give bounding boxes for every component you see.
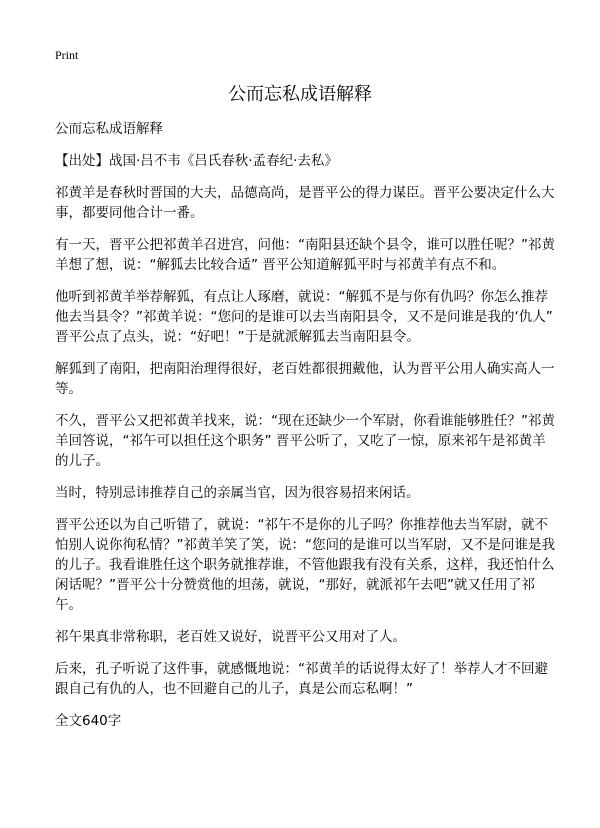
- paragraph-8: 祁午果真非常称职，老百姓又说好，说晋平公又用对了人。: [55, 629, 406, 645]
- word-count: 全文640字: [55, 713, 122, 729]
- paragraph-2: 有一天，晋平公把祁黄羊召进宫，问他：“南阳县还缺个县令，谁可以胜任呢？”祁黄羊想了想，说：“解狐去比较合适” 晋平公知道解狐平时与祁黄羊有点不和。: [55, 237, 555, 273]
- paragraph-6: 当时，特别忌讳推荐自己的亲属当官，因为很容易招来闲话。: [55, 485, 420, 501]
- page-title: 公而忘私成语解释: [228, 84, 372, 105]
- paragraph-9: 后来，孔子听说了这件事，就感慨地说：“祁黄羊的话说得太好了！举荐人才不回避跟自己有仇的人，也不回避自己的儿子，真是公而忘私啊！”: [55, 661, 548, 697]
- print-link[interactable]: Print: [55, 48, 79, 62]
- article-body: [55, 119, 555, 743]
- paragraph-3: 他听到祁黄羊举荐解狐，有点让人琢磨，就说：“解狐不是与你有仇吗？你怎么推荐他去当县令？”祁黄羊说：“您问的是谁可以去当南阳县令，又不是问谁是我的‘仇人” 晋平公点了点头，说：“好吧！”于是就派解狐去当南阳县令。: [55, 289, 553, 345]
- paragraph-1: 祁黄羊是春秋时晋国的大夫，品德高尚，是晋平公的得力谋臣。晋平公要决定什么大事，都要同他合计一番。: [55, 185, 555, 221]
- paragraph-5: 不久，晋平公又把祁黄羊找来，说：“现在还缺少一个军尉，你看谁能够胜任？”祁黄羊回答说，“祁午可以担任这个职务” 晋平公听了，又吃了一惊，原来祁午是祁黄羊的儿子。: [55, 413, 555, 469]
- paragraph-7: 晋平公还以为自己听错了，就说：“祁午不是你的儿子吗？你推荐他去当军尉，就不怕别人说你徇私情？”祁黄羊笑了笑，说：“您问的是谁可以当军尉，又不是问谁是我的儿子。我看谁胜任这个职务就推荐谁，不管他跟我有没有关系，这样，我还怕什么闲话呢？”晋平公十分赞赏他的坦荡，就说，“那好，就派祁午去吧”就又任用了祁午。: [55, 517, 555, 613]
- article-subtitle: 公而忘私成语解释: [55, 121, 163, 137]
- paragraph-4: 解狐到了南阳，把南阳治理得很好，老百姓都很拥戴他，认为晋平公用人确实高人一等。: [55, 361, 555, 397]
- article-source: 【出处】战国·吕不韦《吕氏春秋·孟春纪·去私》: [55, 153, 338, 169]
